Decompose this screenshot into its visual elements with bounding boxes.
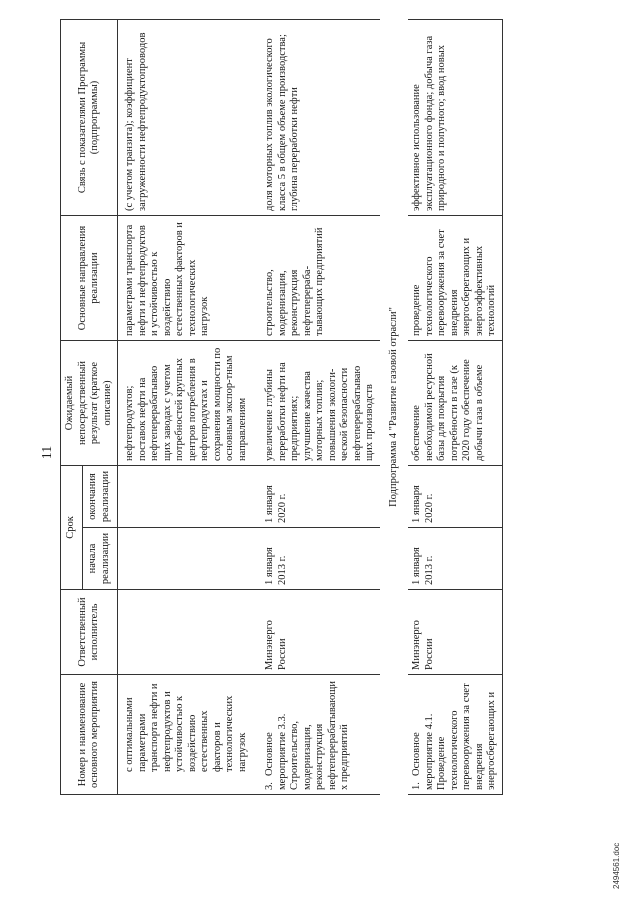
cell-result: нефтепродуктов; поставок нефти на нефтеперерабатываю щих заводах с учетом потребностей крупных центров потребления в нефтепродуктах и сохранения мощности по основным экспор-тным направлениям	[118, 340, 253, 465]
header-expected-result: Ожидаемый непосредственный результат (краткое описание)	[61, 340, 118, 465]
header-term: Срок	[61, 465, 83, 589]
measure-text: Основное мероприятие 4.1. Проведение технологического перевооружения за счет внедрения энергосберегающих и	[411, 683, 497, 790]
footer-doc-code: 2494561.doc	[612, 842, 621, 889]
cell-start: 1 января 2013 г.	[408, 528, 502, 590]
cell-indicators: доля моторных топлив экологического класса 5 в общем объеме производства; глубина переработки нефти	[252, 19, 380, 215]
header-end: окончания реализации	[82, 465, 117, 527]
subprogram-title: Подпрограмма 4 "Развитие газовой отрасли"	[387, 307, 399, 507]
header-directions: Основные направления реализации	[61, 215, 118, 340]
cell-directions: проведение технологического перевооружения за счет внедрения энергосберегающих и энергоэффективных технологий	[408, 215, 502, 340]
table-row	[252, 19, 380, 794]
cell-end: 1 января 2020 г.	[252, 465, 380, 527]
cell-responsible	[118, 590, 253, 675]
header-row-1	[61, 19, 83, 794]
cell-responsible: Минэнерго России	[408, 590, 502, 675]
cell-indicators: (с учетом транзита); коэффициент загруженности нефтепродуктопроводов	[118, 19, 253, 215]
header-indicators: Связь с показателями Программы (подпрограммы)	[61, 19, 118, 215]
measure-text: Основное мероприятие 3.3. Строительство, модернизация, реконструкция нефтеперерабатывающи х предприятий	[264, 681, 350, 790]
header-start: начала реализации	[82, 528, 117, 590]
cell-measure	[252, 675, 380, 795]
cell-indicators: эффективное использование эксплуатационного фонда; добыча газа природного и попутного; ввод новых	[408, 19, 502, 215]
table-row	[408, 19, 502, 794]
cell-responsible: Минэнерго России	[252, 590, 380, 675]
subprogram-row	[380, 19, 409, 794]
header-responsible: Ответственный исполнитель	[61, 590, 118, 675]
cell-result: обеспечение необходимой ресурсной базы для покрытия потребности в газе (к 2020 году обеспечение добычи газа в объеме	[408, 340, 502, 465]
row-number: 3.	[264, 782, 275, 790]
page-number: 11	[40, 445, 55, 460]
table-row	[118, 19, 253, 794]
cell-start	[118, 528, 253, 590]
cell-end: 1 января 2020 г.	[408, 465, 502, 527]
cell-measure: с оптимальными параметрами транспорта нефти и нефтепродуктов и устойчивостью к воздействию естественных факторов и технологических нагрузок	[118, 675, 253, 795]
cell-end	[118, 465, 253, 527]
cell-directions: параметрами транспорта нефти и нефтепродуктов и устойчивостью к воздействию естественных факторов и технологических нагрузок	[118, 215, 253, 340]
row-number: 1.	[411, 782, 422, 790]
measures-table	[60, 19, 503, 795]
header-number-name: Номер и наименование основного мероприятия	[61, 675, 118, 795]
cell-start: 1 января 2013 г.	[252, 528, 380, 590]
cell-measure	[408, 675, 502, 795]
cell-result: увеличение глубины переработки нефти на предприятиях; улучшение качества моторных топлив; повышения экологи-ческой безопасности нефтеперерабатываю щих производств	[252, 340, 380, 465]
cell-directions: строительство, модернизация, реконструкция нефтеперераба-тывающих предприятий	[252, 215, 380, 340]
